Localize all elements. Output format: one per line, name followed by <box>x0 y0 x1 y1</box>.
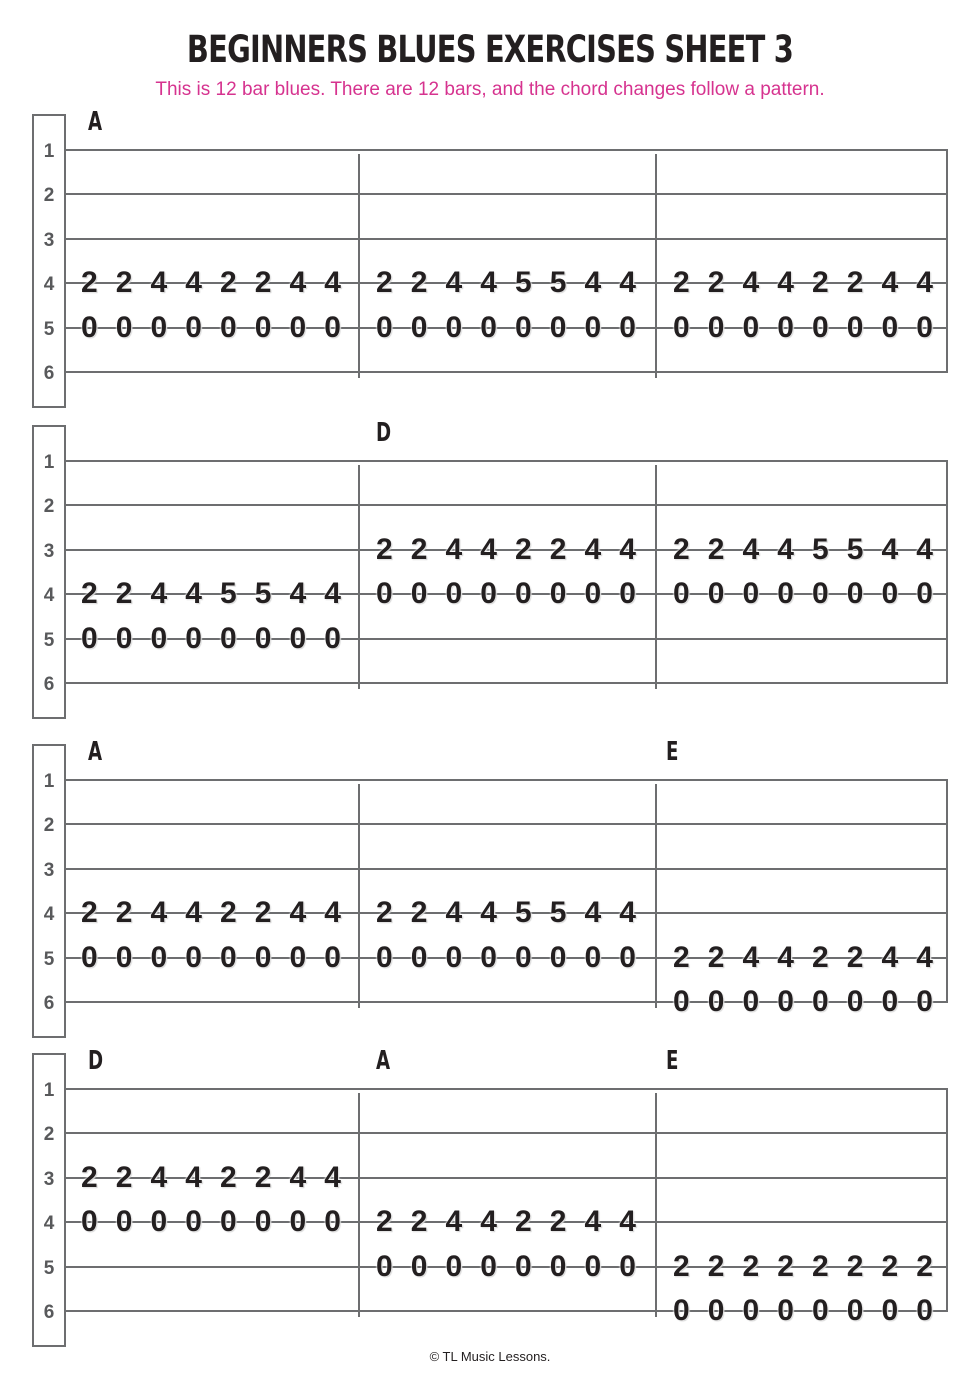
fret-number: 5 <box>220 577 237 611</box>
fret-number: 0 <box>480 1249 497 1283</box>
fret-number: 2 <box>115 577 133 611</box>
fret-number: 5 <box>515 266 532 300</box>
bar-line <box>655 154 657 378</box>
fret-number: 2 <box>673 940 690 974</box>
fret-number: 0 <box>254 310 272 344</box>
string-number: 4 <box>43 904 55 926</box>
bar-line <box>358 154 360 378</box>
chord-label: D <box>88 1046 104 1076</box>
fret-number: 4 <box>150 1160 168 1194</box>
string-number: 2 <box>43 496 55 518</box>
string-line <box>64 149 947 151</box>
fret-number: 4 <box>584 896 602 930</box>
fret-number: 0 <box>254 1205 272 1239</box>
string-number-box <box>32 425 66 719</box>
fret-number: 4 <box>289 896 307 930</box>
fret-row <box>375 268 637 298</box>
fret-number: 0 <box>480 577 497 611</box>
fret-number: 4 <box>480 1205 497 1239</box>
fret-number: 4 <box>150 896 168 930</box>
string-line <box>64 823 947 825</box>
page-title: BEGINNERS BLUES EXERCISES SHEET 3 <box>186 28 794 71</box>
fret-number: 5 <box>549 896 567 930</box>
fret-number: 4 <box>916 940 933 974</box>
string-number: 6 <box>43 1302 55 1323</box>
fret-number: 0 <box>549 1249 567 1283</box>
string-line <box>64 682 947 684</box>
fret-number: 0 <box>777 985 794 1018</box>
fret-row <box>375 532 637 566</box>
string-number: 3 <box>43 1168 55 1190</box>
fret-number: 4 <box>445 1205 463 1239</box>
fret-number: 4 <box>150 577 168 611</box>
fret-number: 4 <box>480 532 497 566</box>
fret-number: 2 <box>673 1249 690 1283</box>
string-number: 5 <box>43 948 55 970</box>
fret-number: 0 <box>254 940 272 974</box>
string-number: 6 <box>43 363 55 384</box>
fret-number: 0 <box>584 310 602 344</box>
fret-number: 2 <box>220 1160 237 1194</box>
fret-number: 4 <box>289 577 307 611</box>
string-line <box>64 1132 947 1134</box>
fret-number: 4 <box>584 532 602 566</box>
fret-number: 0 <box>150 310 168 344</box>
fret-number: 0 <box>846 577 864 611</box>
fret-number: 0 <box>324 940 341 974</box>
fret-number: 4 <box>289 1160 307 1194</box>
fret-number: 0 <box>881 985 899 1018</box>
bar-line <box>946 779 948 1003</box>
fret-number: 2 <box>707 1249 725 1283</box>
chord-label: E <box>666 737 679 767</box>
fret-number: 0 <box>881 310 899 344</box>
fret-number: 0 <box>812 577 829 611</box>
fret-number: 4 <box>619 1205 636 1239</box>
fret-number: 0 <box>549 577 567 611</box>
fret-number: 0 <box>916 985 933 1018</box>
fret-number: 0 <box>846 1294 864 1327</box>
fret-number: 0 <box>515 310 532 344</box>
fret-number: 4 <box>881 940 899 974</box>
fret-number: 2 <box>254 896 272 930</box>
fret-number: 4 <box>185 266 202 300</box>
fret-number: 4 <box>742 532 760 566</box>
fret-number: 4 <box>185 577 202 611</box>
fret-number: 0 <box>584 577 602 611</box>
fret-number: 4 <box>289 266 307 300</box>
string-number-box <box>32 1053 66 1347</box>
fret-number: 0 <box>916 1294 933 1327</box>
fret-number: 0 <box>150 1205 168 1239</box>
fret-number: 0 <box>150 940 168 974</box>
fret-number: 2 <box>81 1160 98 1194</box>
fret-number: 2 <box>515 532 532 566</box>
chord-label: A <box>88 107 103 137</box>
fret-number: 4 <box>480 266 497 300</box>
fret-number: 0 <box>916 577 933 611</box>
string-number: 1 <box>43 1080 55 1101</box>
fret-number: 2 <box>376 532 393 566</box>
fret-number: 4 <box>445 532 463 566</box>
fret-number: 0 <box>289 621 307 655</box>
fret-number: 4 <box>445 266 463 300</box>
fret-number: 4 <box>324 1160 341 1194</box>
bar-line <box>946 149 948 373</box>
fret-number: 0 <box>515 1249 532 1283</box>
fret-number: 2 <box>376 896 393 930</box>
fret-number: 0 <box>324 1205 341 1239</box>
fret-number: 4 <box>742 940 760 974</box>
fret-number: 0 <box>185 621 202 655</box>
fret-number: 4 <box>619 266 636 300</box>
fret-number: 0 <box>707 310 725 344</box>
fret-number: 0 <box>185 1205 202 1239</box>
string-number: 3 <box>43 859 55 881</box>
bar-line <box>358 1093 360 1317</box>
fret-row <box>672 579 934 609</box>
string-number: 3 <box>43 229 55 251</box>
fret-number: 0 <box>707 1294 725 1327</box>
string-line <box>64 868 947 870</box>
fret-number: 5 <box>812 532 829 566</box>
string-number: 4 <box>43 1213 55 1235</box>
fret-number: 4 <box>324 266 341 300</box>
string-number-box <box>32 114 66 408</box>
fret-number: 0 <box>115 621 133 655</box>
string-line <box>64 779 947 781</box>
fret-number: 5 <box>515 896 532 930</box>
string-number-box <box>32 744 66 1038</box>
fret-number: 0 <box>881 577 899 611</box>
fret-number: 0 <box>742 577 760 611</box>
string-number: 5 <box>43 629 55 651</box>
fret-number: 4 <box>324 896 341 930</box>
bar-line <box>655 465 657 689</box>
fret-number: 2 <box>812 266 829 300</box>
copyright-footer: © TL Music Lessons. <box>429 1349 551 1364</box>
fret-number: 0 <box>619 577 636 611</box>
fret-number: 0 <box>584 1249 602 1283</box>
fret-number: 2 <box>220 896 237 930</box>
fret-number: 0 <box>584 940 602 974</box>
fret-number: 0 <box>185 940 202 974</box>
fret-number: 2 <box>846 940 864 974</box>
fret-row <box>672 987 934 1017</box>
chord-label: A <box>88 737 103 767</box>
fret-number: 2 <box>220 266 237 300</box>
bar-line <box>946 460 948 684</box>
string-number: 1 <box>43 771 55 792</box>
fret-number: 2 <box>81 896 98 930</box>
fret-row <box>80 621 342 655</box>
fret-number: 4 <box>742 266 760 300</box>
fret-number: 0 <box>185 310 202 344</box>
fret-number: 0 <box>445 577 463 611</box>
fret-number: 0 <box>480 940 497 974</box>
fret-number: 0 <box>812 1294 829 1327</box>
fret-row <box>672 940 934 974</box>
fret-number: 2 <box>707 940 725 974</box>
fret-row <box>672 1249 934 1283</box>
fret-number: 2 <box>376 1205 393 1239</box>
fret-number: 2 <box>254 1160 272 1194</box>
fret-number: 0 <box>916 310 933 344</box>
fret-number: 2 <box>115 266 133 300</box>
fret-row <box>375 1207 637 1237</box>
fret-number: 2 <box>777 1249 794 1283</box>
fret-number: 0 <box>549 940 567 974</box>
fret-number: 0 <box>220 940 237 974</box>
fret-number: 0 <box>81 940 98 974</box>
fret-row <box>375 579 637 609</box>
fret-number: 0 <box>376 577 393 611</box>
fret-number: 2 <box>549 1205 567 1239</box>
fret-number: 0 <box>619 1249 636 1283</box>
string-line <box>64 1088 947 1090</box>
fret-number: 0 <box>445 310 463 344</box>
fret-row <box>80 940 342 974</box>
fret-row <box>80 1160 342 1194</box>
fret-number: 2 <box>410 266 428 300</box>
fret-number: 5 <box>254 577 272 611</box>
fret-number: 5 <box>549 266 567 300</box>
string-number: 1 <box>43 452 55 473</box>
string-number: 2 <box>43 815 55 837</box>
fret-number: 0 <box>673 577 690 611</box>
fret-number: 4 <box>916 266 933 300</box>
fret-number: 0 <box>115 1205 133 1239</box>
fret-number: 2 <box>410 532 428 566</box>
fret-number: 0 <box>81 621 98 655</box>
fret-number: 0 <box>220 1205 237 1239</box>
fret-number: 0 <box>289 1205 307 1239</box>
chord-label: E <box>666 1046 679 1076</box>
fret-number: 0 <box>81 310 98 344</box>
fret-number: 0 <box>445 1249 463 1283</box>
bar-line <box>358 465 360 689</box>
fret-row <box>672 532 934 566</box>
fret-number: 4 <box>881 266 899 300</box>
fret-number: 0 <box>812 310 829 344</box>
string-number: 4 <box>43 585 55 607</box>
fret-number: 0 <box>742 985 760 1018</box>
fret-number: 0 <box>673 310 690 344</box>
fret-number: 4 <box>777 532 794 566</box>
fret-number: 0 <box>707 985 725 1018</box>
fret-number: 2 <box>81 577 98 611</box>
fret-row <box>80 268 342 298</box>
fret-number: 0 <box>881 1294 899 1327</box>
fret-number: 0 <box>324 310 341 344</box>
fret-number: 2 <box>673 266 690 300</box>
string-number: 6 <box>43 674 55 695</box>
fret-row <box>375 898 637 928</box>
fret-number: 0 <box>619 310 636 344</box>
fret-number: 4 <box>185 1160 202 1194</box>
fret-number: 0 <box>289 940 307 974</box>
fret-number: 0 <box>376 310 393 344</box>
string-number: 4 <box>43 274 55 296</box>
fret-row <box>80 310 342 344</box>
fret-row <box>672 1296 934 1326</box>
bar-line <box>358 784 360 1008</box>
string-number: 1 <box>43 141 55 162</box>
fret-number: 2 <box>881 1249 899 1283</box>
string-number: 2 <box>43 1124 55 1146</box>
fret-number: 4 <box>584 266 602 300</box>
fret-number: 0 <box>549 310 567 344</box>
fret-number: 2 <box>707 532 725 566</box>
fret-row <box>80 1207 342 1237</box>
fret-number: 2 <box>812 1249 829 1283</box>
string-line <box>64 504 947 506</box>
string-line <box>64 193 947 195</box>
fret-number: 2 <box>115 1160 133 1194</box>
fret-number: 0 <box>81 1205 98 1239</box>
fret-number: 4 <box>445 896 463 930</box>
fret-row <box>672 268 934 298</box>
fret-number: 0 <box>777 1294 794 1327</box>
string-number: 6 <box>43 993 55 1014</box>
fret-number: 0 <box>515 940 532 974</box>
fret-number: 0 <box>115 940 133 974</box>
fret-number: 0 <box>410 1249 428 1283</box>
fret-number: 0 <box>742 310 760 344</box>
chord-label: D <box>376 418 392 448</box>
fret-number: 4 <box>777 940 794 974</box>
fret-number: 2 <box>254 266 272 300</box>
fret-number: 4 <box>584 1205 602 1239</box>
string-number: 2 <box>43 185 55 207</box>
string-number: 5 <box>43 1257 55 1279</box>
fret-number: 5 <box>846 532 864 566</box>
fret-number: 4 <box>185 896 202 930</box>
fret-number: 0 <box>324 621 341 655</box>
fret-row <box>375 310 637 344</box>
fret-row <box>80 579 342 609</box>
fret-number: 2 <box>673 532 690 566</box>
fret-number: 2 <box>115 896 133 930</box>
fret-number: 0 <box>673 985 690 1018</box>
fret-number: 0 <box>289 310 307 344</box>
fret-number: 2 <box>916 1249 933 1283</box>
fret-number: 0 <box>220 310 237 344</box>
fret-number: 0 <box>254 621 272 655</box>
string-line <box>64 371 947 373</box>
fret-number: 0 <box>376 940 393 974</box>
fret-number: 0 <box>742 1294 760 1327</box>
fret-number: 0 <box>115 310 133 344</box>
fret-row <box>375 940 637 974</box>
chord-label: A <box>376 1046 391 1076</box>
fret-number: 4 <box>916 532 933 566</box>
bar-line <box>655 1093 657 1317</box>
fret-row <box>672 310 934 344</box>
fret-number: 0 <box>410 310 428 344</box>
fret-number: 2 <box>410 896 428 930</box>
fret-number: 0 <box>445 940 463 974</box>
string-number: 3 <box>43 540 55 562</box>
fret-number: 0 <box>673 1294 690 1327</box>
fret-number: 4 <box>150 266 168 300</box>
bar-line <box>946 1088 948 1312</box>
fret-number: 2 <box>742 1249 760 1283</box>
fret-number: 0 <box>410 940 428 974</box>
fret-number: 2 <box>410 1205 428 1239</box>
fret-number: 2 <box>846 266 864 300</box>
page-subtitle: This is 12 bar blues. There are 12 bars, and the chord changes follow a pattern. <box>155 79 825 100</box>
fret-number: 0 <box>846 310 864 344</box>
fret-number: 4 <box>881 532 899 566</box>
fret-number: 0 <box>150 621 168 655</box>
fret-number: 4 <box>480 896 497 930</box>
fret-number: 0 <box>480 310 497 344</box>
fret-number: 2 <box>846 1249 864 1283</box>
fret-number: 0 <box>777 577 794 611</box>
fret-number: 0 <box>812 985 829 1018</box>
fret-number: 2 <box>812 940 829 974</box>
fret-number: 0 <box>376 1249 393 1283</box>
fret-number: 0 <box>619 940 636 974</box>
fret-number: 0 <box>846 985 864 1018</box>
fret-number: 4 <box>619 532 636 566</box>
fret-number: 2 <box>707 266 725 300</box>
fret-number: 2 <box>376 266 393 300</box>
string-line <box>64 460 947 462</box>
fret-row <box>375 1249 637 1283</box>
fret-number: 0 <box>707 577 725 611</box>
fret-number: 0 <box>220 621 237 655</box>
fret-number: 4 <box>619 896 636 930</box>
fret-number: 2 <box>549 532 567 566</box>
fret-number: 2 <box>81 266 98 300</box>
string-line <box>64 238 947 240</box>
string-number: 5 <box>43 318 55 340</box>
bar-line <box>655 784 657 1008</box>
fret-number: 0 <box>777 310 794 344</box>
fret-number: 0 <box>410 577 428 611</box>
fret-row <box>80 898 342 928</box>
fret-number: 4 <box>324 577 341 611</box>
fret-number: 2 <box>515 1205 532 1239</box>
fret-number: 0 <box>515 577 532 611</box>
fret-number: 4 <box>777 266 794 300</box>
